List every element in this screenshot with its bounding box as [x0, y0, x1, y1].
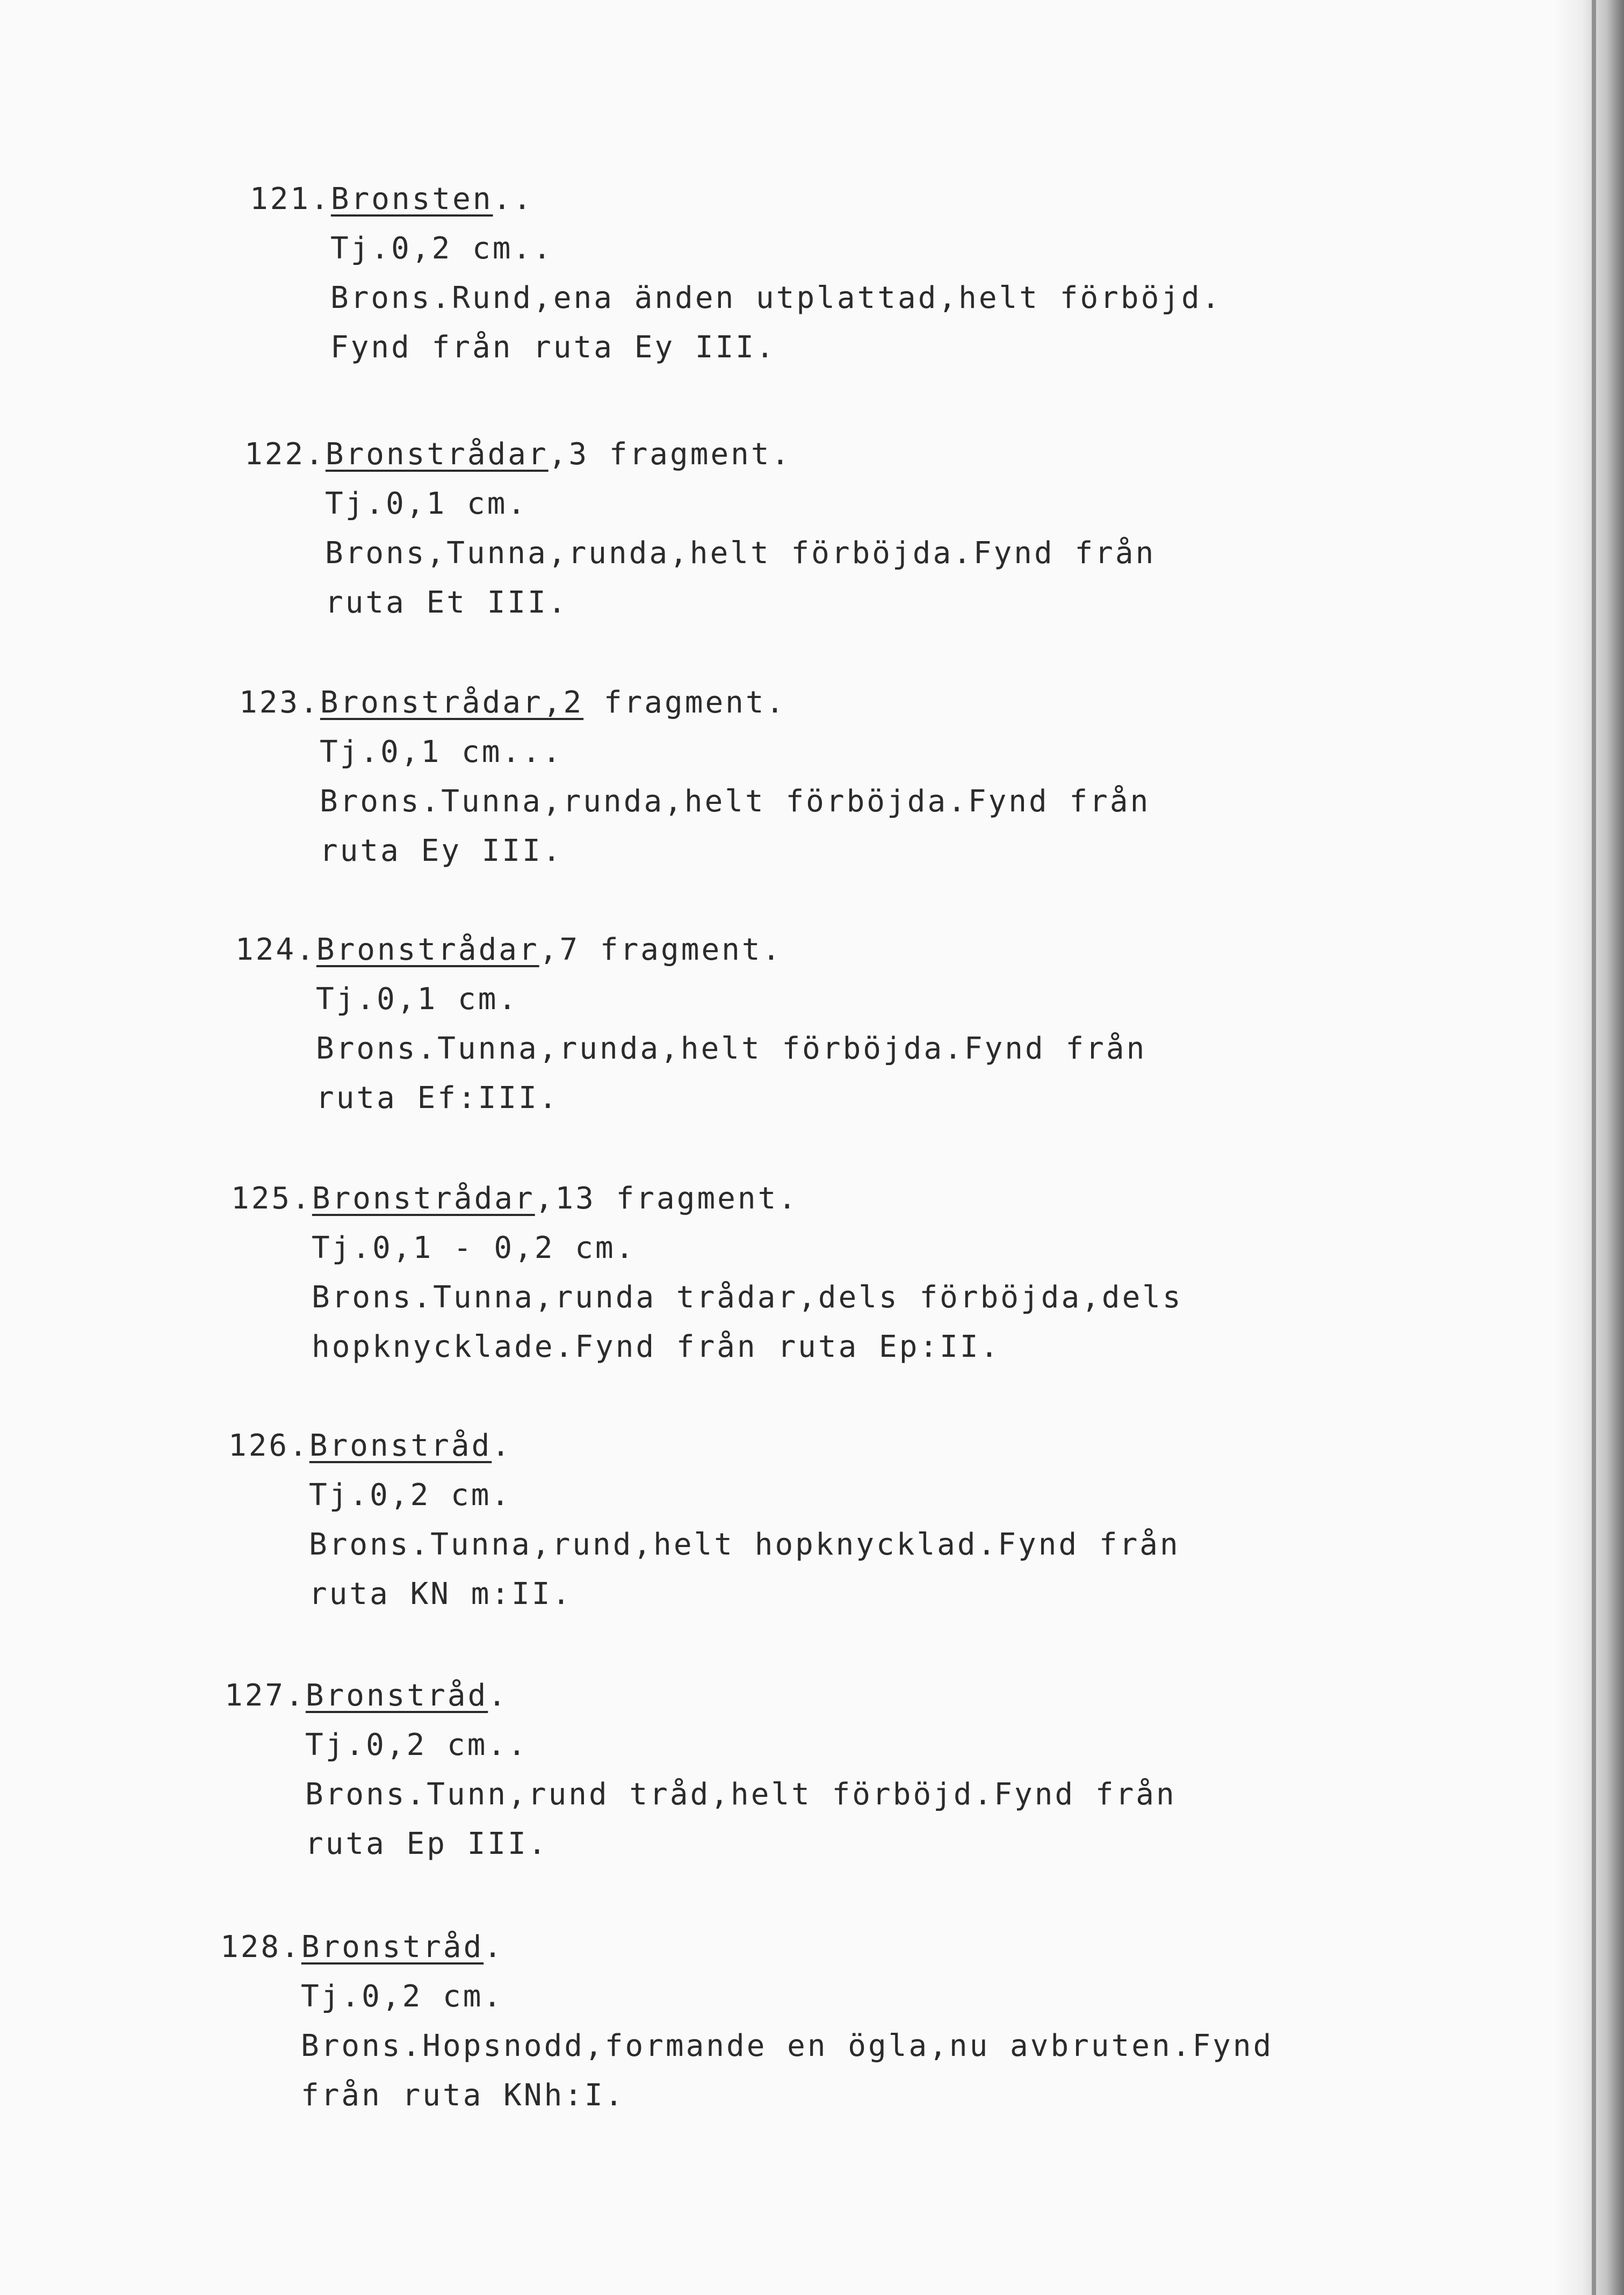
entry-line: Brons.Tunna,runda,helt förböjda.Fynd från	[316, 1031, 1147, 1066]
entry-line: Fynd från ruta Ey III.	[330, 330, 776, 365]
entry-number: 125.	[231, 1181, 312, 1216]
entry-title-suffix: fragment.	[583, 685, 786, 720]
entry-title: Bronstrådar	[316, 932, 539, 967]
entry-line: ruta KN m:II.	[309, 1577, 573, 1611]
entry-line: Brons.Rund,ena änden utplattad,helt förböjd.	[330, 280, 1222, 315]
entry-line: ruta Ep III.	[305, 1826, 548, 1861]
entry-127	[225, 1671, 1177, 1869]
entry-line: ruta Ey III.	[320, 833, 563, 868]
entry-line: Brons.Hopsnodd,formande en ögla,nu avbruten.Fynd	[301, 2028, 1274, 2063]
entry-line: Brons.Tunn,rund tråd,helt förböjd.Fynd från	[305, 1777, 1177, 1812]
entry-128	[220, 1923, 1273, 2120]
entry-121	[250, 175, 1222, 372]
entry-title-suffix: .	[483, 1930, 504, 1965]
entry-line: Brons.Tunna,runda trådar,dels förböjda,dels	[312, 1280, 1183, 1315]
entry-line: Tj.0,1 cm.	[325, 486, 528, 521]
entry-heading	[228, 1421, 1180, 1471]
entry-line: Tj.0,2 cm..	[305, 1728, 528, 1762]
entry-line: Tj.0,2 cm.	[301, 1979, 504, 2014]
entry-heading	[225, 1671, 1177, 1721]
entry-title: Bronstråd	[305, 1678, 488, 1713]
entry-heading	[220, 1923, 1273, 1972]
entry-125	[231, 1174, 1183, 1372]
entry-heading	[235, 925, 1146, 975]
entry-line: Tj.0,1 cm.	[316, 982, 519, 1017]
entry-title: Bronstråd	[301, 1930, 484, 1965]
entry-line: Brons,Tunna,runda,helt förböjda.Fynd från	[325, 536, 1156, 571]
entry-124	[235, 925, 1146, 1123]
entry-heading	[239, 678, 1150, 728]
entry-line: Tj.0,1 - 0,2 cm.	[312, 1231, 636, 1265]
entry-title-suffix: ,13 fragment.	[535, 1181, 799, 1216]
entry-title-suffix: ,7 fragment.	[539, 932, 783, 967]
entry-number: 123.	[239, 685, 320, 720]
entry-title-suffix: ,3 fragment.	[548, 437, 792, 472]
entry-number: 128.	[220, 1930, 301, 1965]
entry-title: Bronstråd	[309, 1428, 492, 1463]
entry-number: 124.	[235, 932, 316, 967]
entry-line: ruta Ef:III.	[316, 1081, 559, 1116]
entry-126	[228, 1421, 1180, 1619]
entry-title: Bronstrådar	[325, 437, 548, 472]
entry-line: hopknycklade.Fynd från ruta Ep:II.	[312, 1329, 1001, 1364]
entry-line: Brons.Tunna,runda,helt förböjda.Fynd från	[320, 784, 1151, 819]
entry-title: Bronstrådar	[312, 1181, 535, 1216]
entry-number: 122.	[244, 437, 326, 472]
entry-number: 126.	[228, 1428, 309, 1463]
entry-line: ruta Et III.	[325, 585, 568, 620]
entry-heading	[231, 1174, 1183, 1224]
entry-title-suffix: .	[488, 1678, 509, 1713]
entry-line: Brons.Tunna,rund,helt hopknycklad.Fynd från	[309, 1527, 1180, 1562]
entry-heading	[244, 430, 1156, 479]
page-edge-shadow	[1554, 0, 1624, 2295]
entry-title: Bronsten	[330, 182, 493, 217]
entry-line: Tj.0,2 cm.	[309, 1478, 512, 1513]
entry-number: 127.	[225, 1678, 306, 1713]
entry-heading	[250, 175, 1222, 224]
entry-122	[244, 430, 1156, 628]
entry-line: Tj.0,2 cm..	[330, 231, 553, 266]
entry-number: 121.	[250, 182, 331, 217]
entry-line: från ruta KNh:I.	[301, 2078, 625, 2113]
entry-title-suffix: ..	[493, 182, 534, 217]
entry-title-suffix: .	[492, 1428, 513, 1463]
entry-line: Tj.0,1 cm...	[320, 735, 563, 769]
entry-title: Bronstrådar,2	[320, 685, 584, 720]
page-edge-line	[1592, 0, 1596, 2295]
entry-123	[239, 678, 1150, 876]
